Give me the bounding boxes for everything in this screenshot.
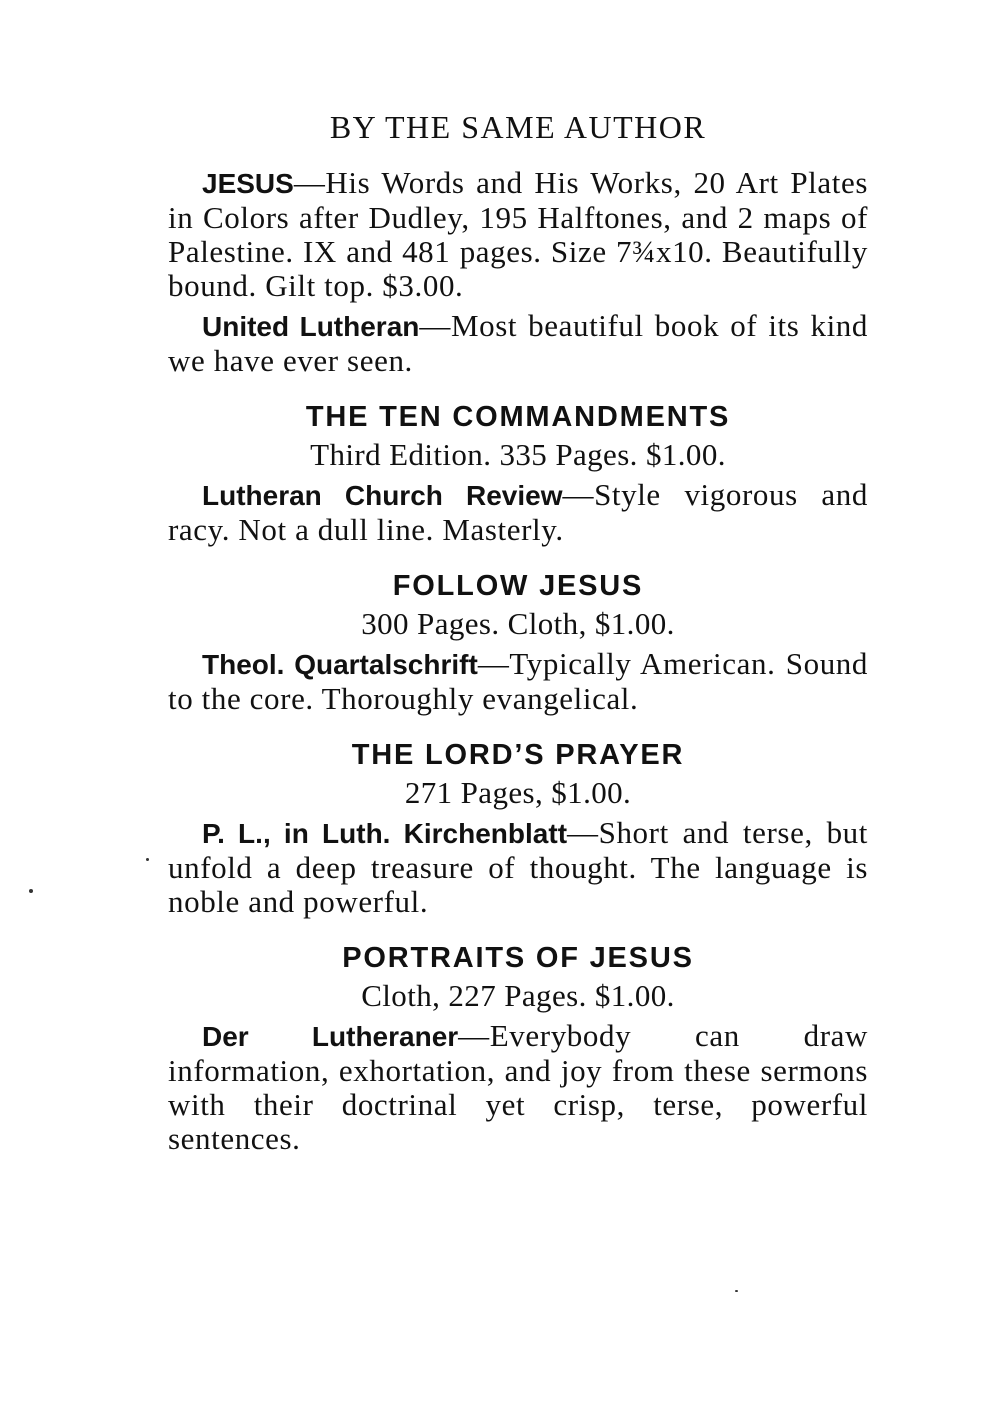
book-details: 271 Pages, $1.00. (404, 775, 632, 810)
scan-speck (735, 1290, 738, 1292)
review-source: Lutheran Church Review (202, 480, 563, 511)
review-source: Theol. Quartalschrift (202, 649, 478, 680)
review-source: Der Lutheraner (202, 1021, 459, 1052)
intro-review (168, 309, 868, 378)
intro-description (168, 166, 868, 303)
book-details: Cloth, 227 Pages. $1.00. (361, 978, 675, 1013)
book-review (168, 478, 868, 547)
intro-review-text: —Most beautiful book of its kind we have ever seen. (168, 308, 868, 378)
book-details: 300 Pages. Cloth, $1.00. (361, 606, 675, 641)
intro-title: JESUS (202, 168, 294, 199)
book-details: Third Edition. 335 Pages. $1.00. (310, 437, 726, 472)
book-title: THE TEN COMMANDMENTS (305, 401, 731, 433)
book-entry (168, 939, 868, 1156)
review-text: —Typically American. Sound to the core. Thoroughly evangelical. (168, 646, 868, 716)
review-source: P. L., in Luth. Kirchenblatt (202, 818, 568, 849)
book-entry (168, 398, 868, 547)
scan-speck (29, 889, 33, 893)
book-list-page (168, 108, 868, 1162)
scan-speck (146, 858, 149, 861)
intro-review-source: United Lutheran (202, 311, 420, 342)
intro-description-text: —His Words and His Works, 20 Art Plates in Colors after Dudley, 195 Halftones, and 2 maps of Palestine. IX and 481 pages. Size 7¾x10. Beautifully bound. Gilt top. $3.00. (168, 165, 868, 303)
book-title: FOLLOW JESUS (392, 570, 644, 602)
review-text: —Short and terse, but unfold a deep treasure of thought. The language is noble and powerful. (168, 815, 868, 919)
review-text: —Everybody can draw information, exhortation, and joy from these sermons with their doctrinal yet crisp, terse, powerful sentences. (168, 1018, 868, 1156)
review-text: —Style vigorous and racy. Not a dull line. Masterly. (168, 477, 868, 547)
book-review (168, 647, 868, 716)
book-review (168, 1019, 868, 1156)
book-entry (168, 736, 868, 919)
book-title: THE LORD’S PRAYER (351, 739, 685, 771)
page-heading: BY THE SAME AUTHOR (329, 109, 707, 145)
book-entry (168, 567, 868, 716)
book-review (168, 816, 868, 919)
book-title: PORTRAITS OF JESUS (342, 942, 694, 974)
